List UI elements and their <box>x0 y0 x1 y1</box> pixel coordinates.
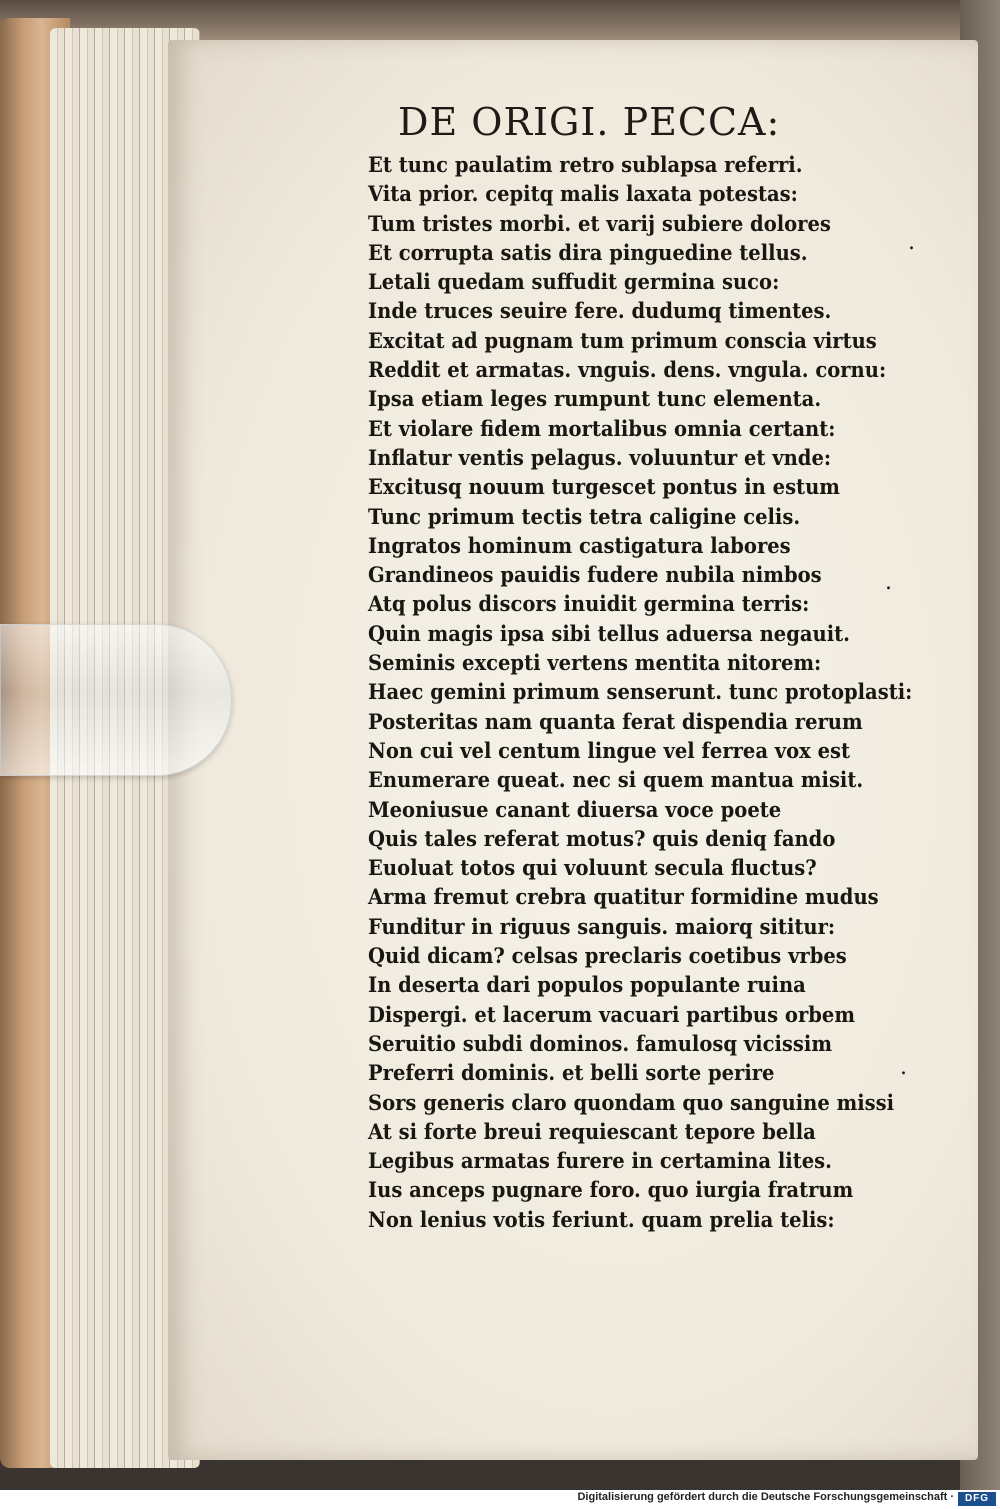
verse-line: Tunc primum tectis tetra caligine celis. <box>368 503 801 529</box>
verse-line: Non cui vel centum lingue vel ferrea vox est <box>368 737 851 763</box>
verse-line: Ipsa etiam leges rumpunt tunc elementa. <box>368 386 822 412</box>
verse-line: Grandineos pauidis fudere nubila nimbos <box>368 562 822 588</box>
verse-line: Letali quedam suffudit germina suco: <box>368 269 780 295</box>
verse-line: Enumerare queat. nec si quem mantua misit. <box>368 767 864 793</box>
verse-line: Tum tristes morbi. et varij subiere dolores <box>368 210 831 236</box>
glass-page-weight <box>0 624 232 776</box>
verse-line: Legibus armatas furere in certamina lites. <box>368 1148 832 1174</box>
verse-line: Excitat ad pugnam tum primum conscia virtus <box>368 327 877 353</box>
verse-line: In deserta dari populos populante ruina <box>368 972 806 998</box>
verse-line: Dispergi. et lacerum vacuari partibus orbem <box>368 1001 856 1027</box>
funding-credit: Digitalisierung gefördert durch die Deutsche Forschungsgemeinschaft · <box>577 1491 954 1503</box>
verse-line: Excitusq nouum turgescet pontus in estum <box>368 474 840 500</box>
verse-line: Euoluat totos qui voluunt secula fluctus? <box>368 855 817 881</box>
verse-line: Ius anceps pugnare foro. quo iurgia fratrum <box>368 1177 854 1203</box>
verse-line: Quid dicam? celsas preclaris coetibus vrbes <box>368 943 847 969</box>
margin-mark: . <box>908 230 915 255</box>
verse-line: Funditur in riguus sanguis. maiorq sititur: <box>368 913 836 939</box>
verse-line: Non lenius votis feriunt. quam prelia telis: <box>368 1206 835 1232</box>
verse-line: Preferri dominis. et belli sorte perire <box>368 1060 775 1086</box>
verse-line: Et tunc paulatim retro sublapsa referri. <box>368 152 803 177</box>
verse-line: Et violare fidem mortalibus omnia certant: <box>368 415 836 441</box>
verse-text <box>368 150 953 1234</box>
verse-line: Sors generis claro quondam quo sanguine missi <box>368 1089 895 1115</box>
verse-line: Meoniusue canant diuersa voce poete <box>368 796 782 822</box>
verse-line: Atq polus discors inuidit germina terris: <box>368 591 810 617</box>
verse-line: Arma fremut crebra quatitur formidine mudus <box>368 884 879 910</box>
margin-mark: . <box>900 1055 907 1080</box>
verse-line: Inde truces seuire fere. dudumq timentes. <box>368 298 832 324</box>
verse-line: Inflatur ventis pelagus. voluuntur et vnde: <box>368 444 832 470</box>
footer-bar <box>0 1490 1000 1509</box>
verse-line: Reddit et armatas. vnguis. dens. vngula. cornu: <box>368 357 887 383</box>
verse-line: Quin magis ipsa sibi tellus aduersa negauit. <box>368 620 850 646</box>
dfg-logo: DFG <box>958 1492 996 1506</box>
verse-line: Ingratos hominum castigatura labores <box>368 532 791 558</box>
verse-line: Haec gemini primum senserunt. tunc protoplasti: <box>368 679 913 705</box>
verse-line: At si forte breui requiescant tepore bella <box>368 1118 816 1144</box>
verse-line: Seminis excepti vertens mentita nitorem: <box>368 650 822 676</box>
margin-mark: . <box>885 570 892 595</box>
verse-line: Quis tales referat motus? quis deniq fando <box>368 825 836 851</box>
verse-line: Vita prior. cepitq malis laxata potestas: <box>368 181 798 207</box>
running-head: DE ORIGI. PECCA: <box>398 100 781 144</box>
verse-line: Et corrupta satis dira pinguedine tellus. <box>368 239 808 265</box>
verse-line: Posteritas nam quanta ferat dispendia rerum <box>368 708 863 734</box>
verse-line: Seruitio subdi dominos. famulosq vicissim <box>368 1030 832 1056</box>
